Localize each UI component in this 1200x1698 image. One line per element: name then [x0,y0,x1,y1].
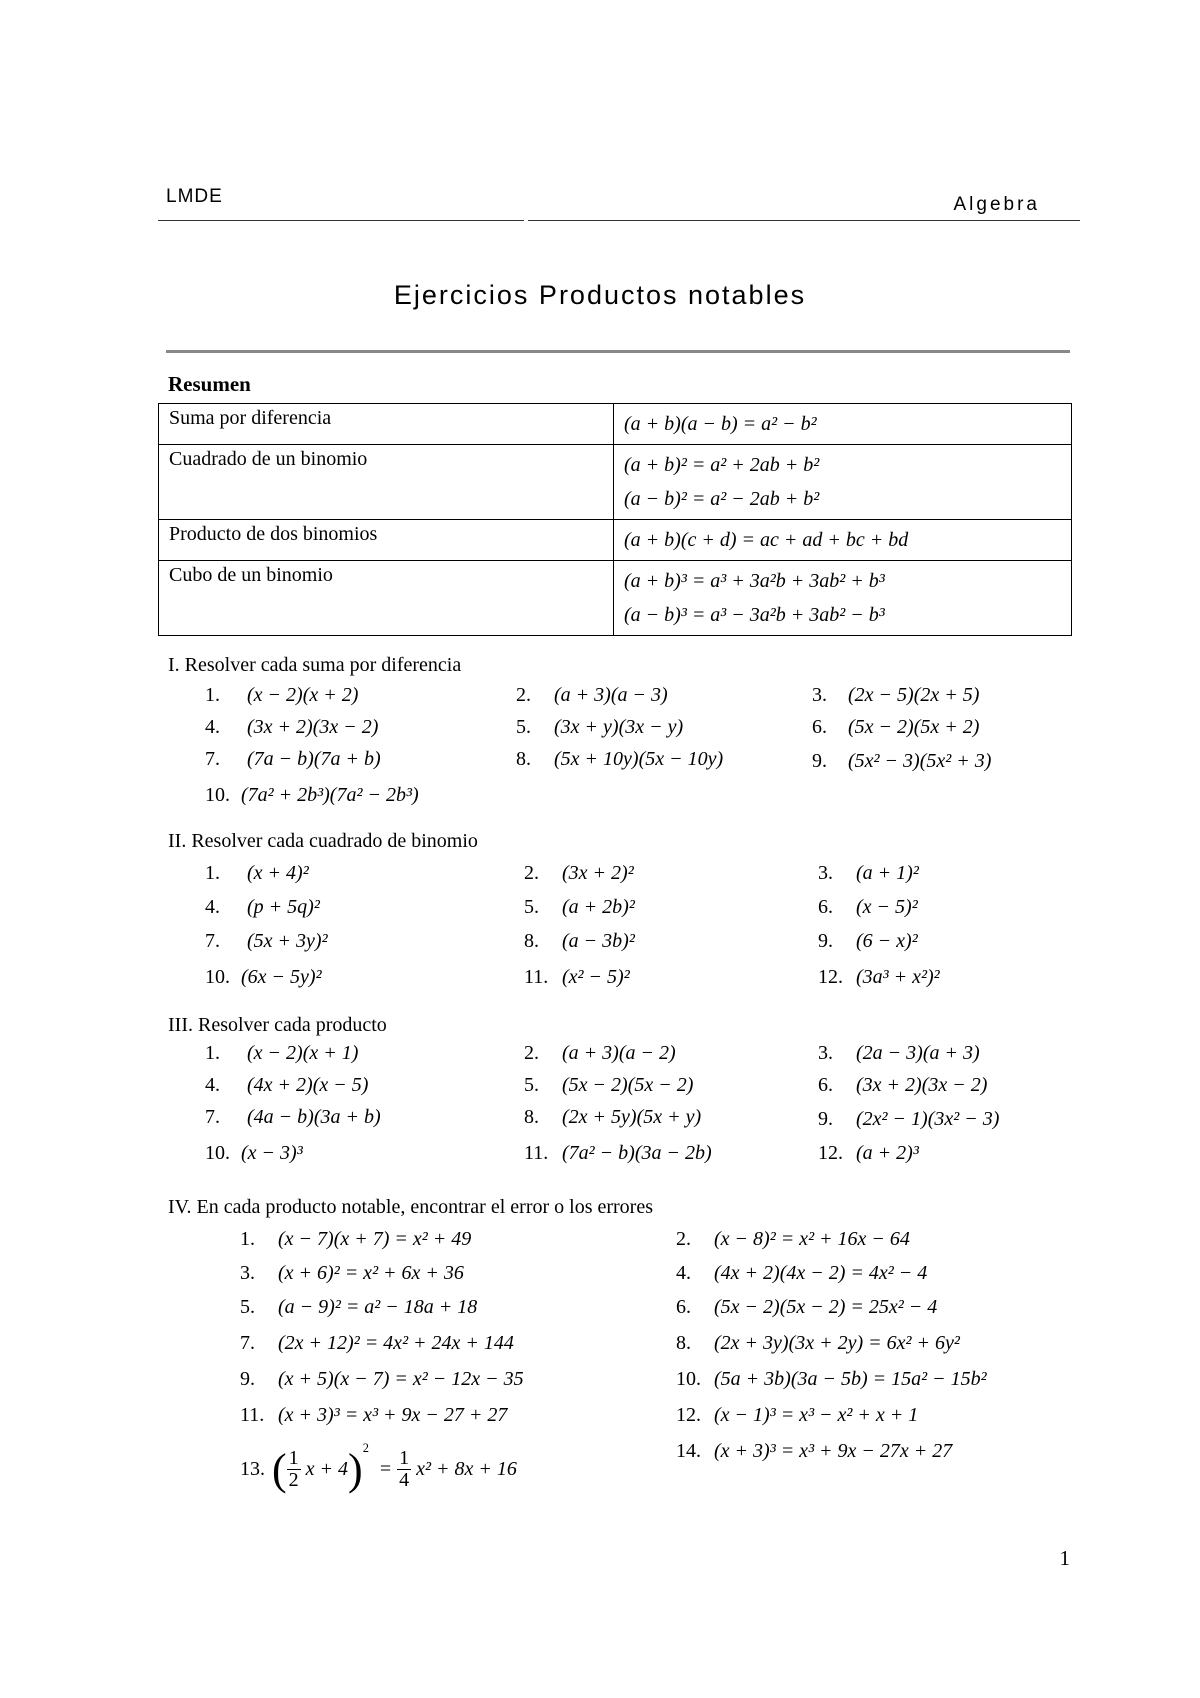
formula: (a + b)(c + d) = ac + ad + bc + bd [624,529,909,551]
list-item [240,1440,517,1495]
list-item [524,1142,712,1165]
item-expression: (3x + 2)² [562,862,634,884]
item-expression: (2x + 12)² = 4x² + 24x + 144 [278,1332,514,1354]
item-expression: (x − 1)³ = x³ − x² + x + 1 [714,1404,919,1426]
fraction-numerator: 1 [399,1447,410,1469]
header-rule-left [158,220,524,221]
item-expression: (2x − 5)(2x + 5) [848,684,980,706]
item-expression: (4x + 2)(4x − 2) = 4x² − 4 [714,1262,928,1284]
item-number: 6. [818,896,833,918]
item-expression: (6x − 5y)² [241,966,322,988]
item-expression: (7a² + 2b³)(7a² − 2b³) [241,784,419,806]
item-number: 6. [676,1296,691,1318]
item-expression: (a + 3)(a − 2) [562,1042,676,1064]
list-item [676,1332,960,1355]
item-expression: (5x − 2)(5x − 2) [562,1074,694,1096]
item-number: 1. [205,1042,220,1064]
row-formulas [614,561,1072,636]
fraction-denominator: 4 [399,1469,410,1491]
table-row [159,520,1072,561]
list-item [818,1142,919,1165]
item-number: 9. [240,1368,255,1390]
list-item [818,930,918,953]
item-expression: (7a² − b)(3a − 2b) [562,1142,712,1164]
list-item [524,930,635,953]
list-item [205,748,381,771]
section-4-title: IV. En cada producto notable, encontrar el error o los errores [168,1196,653,1218]
formula: (a + b)³ = a³ + 3a²b + 3ab² + b³ [624,570,885,592]
item-number: 2. [516,684,531,706]
item-expression: (4x + 2)(x − 5) [247,1074,369,1096]
item-number: 4. [205,716,220,738]
item-number: 5. [524,896,539,918]
list-item [205,1142,303,1165]
list-item [676,1296,937,1319]
list-item [676,1368,987,1391]
item-number: 2. [676,1228,691,1250]
item-number: 9. [818,1108,833,1130]
list-item [516,716,683,739]
item-number: 5. [524,1074,539,1096]
item-number: 4. [205,896,220,918]
item-number: 8. [676,1332,691,1354]
item-expression: (2x² − 1)(3x² − 3) [856,1108,1000,1130]
list-item [676,1228,910,1251]
item-number: 2. [524,862,539,884]
list-item [818,862,919,885]
list-item [818,1074,987,1097]
item-expression: (6 − x)² [856,930,918,952]
item-number: 7. [240,1332,255,1354]
list-item [812,750,991,773]
item-expression: (5x − 2)(5x + 2) [848,716,980,738]
item-number: 6. [818,1074,833,1096]
list-item [240,1404,507,1427]
list-item [818,1042,980,1065]
item-number: 11. [240,1404,265,1426]
item-number: 12. [676,1404,701,1426]
item-expression: (x − 8)² = x² + 16x − 64 [714,1228,910,1250]
item-expression: (5x + 10y)(5x − 10y) [554,748,724,770]
formula: (a − b)³ = a³ − 3a²b + 3ab² − b³ [624,604,885,626]
item-number: 5. [240,1296,255,1318]
item-expression: (p + 5q)² [247,896,320,918]
item-expression: x² + 8x + 16 [416,1458,517,1480]
page-title: Ejercicios Productos notables [393,280,807,310]
item-expression: (x − 2)(x + 1) [247,1042,359,1064]
item-expression: (x − 2)(x + 2) [247,684,359,706]
list-item [205,862,309,885]
item-expression: (a + 3)(a − 3) [554,684,668,706]
item-number: 13. [240,1458,265,1480]
formula: (a + b)(a − b) = a² − b² [624,413,817,435]
item-number: 1. [205,684,220,706]
fraction-denominator: 2 [288,1469,299,1491]
row-label: Cuadrado de un binomio [159,445,614,520]
item-expression: x + 4 [305,1458,349,1480]
header-left: LMDE [166,186,223,207]
row-label: Suma por diferencia [159,404,614,445]
item-expression: (5x − 2)(5x − 2) = 25x² − 4 [714,1296,938,1318]
item-expression: (2a − 3)(a + 3) [856,1042,980,1064]
summary-table [158,403,1072,636]
item-expression: (a + 2b)² [562,896,635,918]
item-expression: (a − 3b)² [562,930,635,952]
list-item [812,684,979,707]
resumen-label: Resumen [168,372,251,396]
list-item [524,1074,693,1097]
item-number: 9. [812,750,827,772]
item-number: 7. [205,1106,220,1128]
item-number: 3. [818,1042,833,1064]
page-number: 1 [1059,1546,1070,1570]
item-number: 9. [818,930,833,952]
item-expression: (5a + 3b)(3a − 5b) = 15a² − 15b² [714,1368,987,1390]
list-item [205,716,378,739]
item-expression: (a + 1)² [856,862,919,884]
fraction [287,1448,301,1491]
section-3-title: III. Resolver cada producto [168,1014,387,1036]
item-expression: (3x + 2)(3x − 2) [856,1074,988,1096]
item-number: 8. [524,930,539,952]
list-item [676,1440,952,1463]
item-expression: (3x + 2)(3x − 2) [247,716,379,738]
item-expression: (x + 3)³ = x³ + 9x − 27 + 27 [278,1404,508,1426]
header-rule-right [528,220,1080,221]
fraction [397,1448,411,1491]
item-number: 11. [524,1142,549,1164]
item-expression: (x + 6)² = x² + 6x + 36 [278,1262,464,1284]
item-number: 3. [240,1262,255,1284]
item-number: 4. [205,1074,220,1096]
list-item [524,896,635,919]
item-expression: (x − 3)³ [241,1142,303,1164]
row-label: Producto de dos binomios [159,520,614,561]
row-formulas [614,520,1072,561]
item-expression: (2x + 3y)(3x + 2y) = 6x² + 6y² [714,1332,960,1354]
formula: (a − b)² = a² − 2ab + b² [624,488,820,510]
item-number: 4. [676,1262,691,1284]
item-number: 10. [676,1368,701,1390]
item-expression: (3x + y)(3x − y) [554,716,684,738]
item-expression: (x² − 5)² [562,966,630,988]
list-item [818,896,918,919]
list-item [205,966,322,989]
item-number: 3. [818,862,833,884]
list-item [240,1228,471,1251]
table-row [159,445,1072,520]
item-number: 8. [524,1106,539,1128]
item-expression: (a + 2)³ [856,1142,919,1164]
list-item [205,684,358,707]
list-item [676,1262,927,1285]
left-paren: ( [272,1445,287,1494]
item-number: 10. [205,966,230,988]
table-row [159,561,1072,636]
list-item [205,1106,381,1129]
list-item [240,1262,464,1285]
formula: (a + b)² = a² + 2ab + b² [624,454,820,476]
item-expression: (x − 5)² [856,896,918,918]
item-expression: (3a³ + x²)² [856,966,940,988]
item-number: 3. [812,684,827,706]
list-item [240,1368,524,1391]
item-number: 12. [818,1142,843,1164]
list-item [818,1108,999,1131]
list-item [240,1296,477,1319]
item-expression: (x + 4)² [247,862,309,884]
item-expression: (x + 3)³ = x³ + 9x − 27x + 27 [714,1440,953,1462]
item-expression: (a − 9)² = a² − 18a + 18 [278,1296,478,1318]
row-formulas [614,404,1072,445]
fraction-numerator: 1 [288,1447,299,1469]
list-item [524,966,630,989]
item-number: 1. [205,862,220,884]
item-number: 1. [240,1228,255,1250]
list-item [516,748,723,771]
section-1-title: I. Resolver cada suma por diferencia [168,654,462,676]
row-formulas [614,445,1072,520]
list-item [205,784,419,807]
item-expression: (4a − b)(3a + b) [247,1106,381,1128]
equals-sign: = [379,1458,392,1480]
item-number: 12. [818,966,843,988]
item-number: 7. [205,748,220,770]
table-row [159,404,1072,445]
item-number: 8. [516,748,531,770]
list-item [205,1074,368,1097]
list-item [516,684,668,707]
row-label: Cubo de un binomio [159,561,614,636]
section-2-title: II. Resolver cada cuadrado de binomio [168,830,478,852]
list-item [676,1404,918,1427]
item-number: 14. [676,1440,701,1462]
list-item [240,1332,514,1355]
item-expression: (x − 7)(x + 7) = x² + 49 [278,1228,472,1250]
list-item [818,966,940,989]
list-item [205,930,328,953]
item-number: 10. [205,1142,230,1164]
item-expression: (2x + 5y)(5x + y) [562,1106,702,1128]
item-number: 10. [205,784,230,806]
exponent: 2 [362,1440,369,1455]
item-number: 7. [205,930,220,952]
list-item [205,896,320,919]
list-item [812,716,979,739]
item-number: 6. [812,716,827,738]
item-number: 5. [516,716,531,738]
list-item [524,1106,701,1129]
header-right: Algebra [953,194,1040,215]
item-number: 2. [524,1042,539,1064]
list-item [205,1042,358,1065]
list-item [524,1042,676,1065]
item-expression: (x + 5)(x − 7) = x² − 12x − 35 [278,1368,524,1390]
item-expression: (5x² − 3)(5x² + 3) [848,750,992,772]
item-number: 11. [524,966,549,988]
item-expression: (7a − b)(7a + b) [247,748,381,770]
item-expression: (5x + 3y)² [247,930,328,952]
title-rule [166,350,1070,353]
right-paren: ) [348,1445,363,1494]
list-item [524,862,634,885]
